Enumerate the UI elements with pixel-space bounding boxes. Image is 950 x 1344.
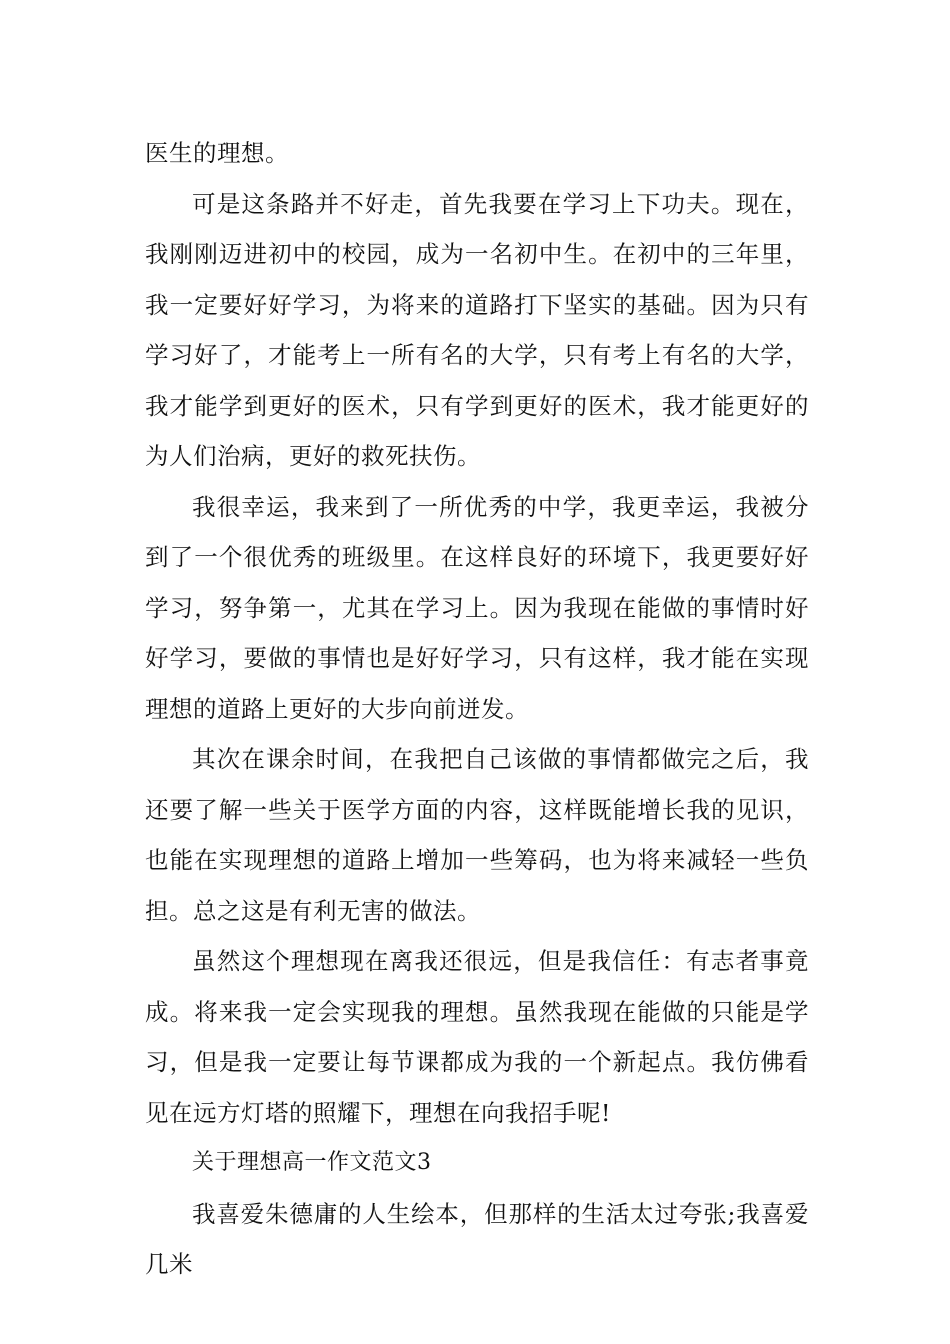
document-body xyxy=(145,128,809,1290)
paragraph-6: 我喜爱朱德庸的人生绘本，但那样的生活太过夸张;我喜爱几米 xyxy=(145,1199,809,1278)
paragraph-3: 我很幸运，我来到了一所优秀的中学，我更幸运，我被分到了一个很优秀的班级里。在这样良好的环境下，我更要好好学习，努争第一，尤其在学习上。因为我现在能做的事情时好好学习，要做的事情也是好好学习，只有这样，我才能在实现理想的道路上更好的大步向前迸发。 xyxy=(145,492,809,723)
section-heading: 关于理想高一作文范文3 xyxy=(192,1150,432,1175)
paragraph-5: 虽然这个理想现在离我还很远，但是我信任：有志者事竟成。将来我一定会实现我的理想。虽然我现在能做的只能是学习，但是我一定要让每节课都成为我的一个新起点。我仿佛看见在远方灯塔的照耀下，理想在向我招手呢! xyxy=(145,947,809,1127)
paragraph-1: 医生的理想。 xyxy=(145,139,289,167)
paragraph-4: 其次在课余时间，在我把自己该做的事情都做完之后，我还要了解一些关于医学方面的内容，这样既能增长我的见识，也能在实现理想的道路上增加一些筹码，也为将来减轻一些负担。总之这是有利无害的做法。 xyxy=(145,745,809,925)
paragraph-2: 可是这条路并不好走，首先我要在学习上下功夫。现在，我刚刚迈进初中的校园，成为一名初中生。在初中的三年里，我一定要好好学习，为将来的道路打下坚实的基础。因为只有学习好了，才能考上一所有名的大学，只有考上有名的大学，我才能学到更好的医术，只有学到更好的医术，我才能更好的为人们治病，更好的救死扶伤。 xyxy=(145,189,809,470)
